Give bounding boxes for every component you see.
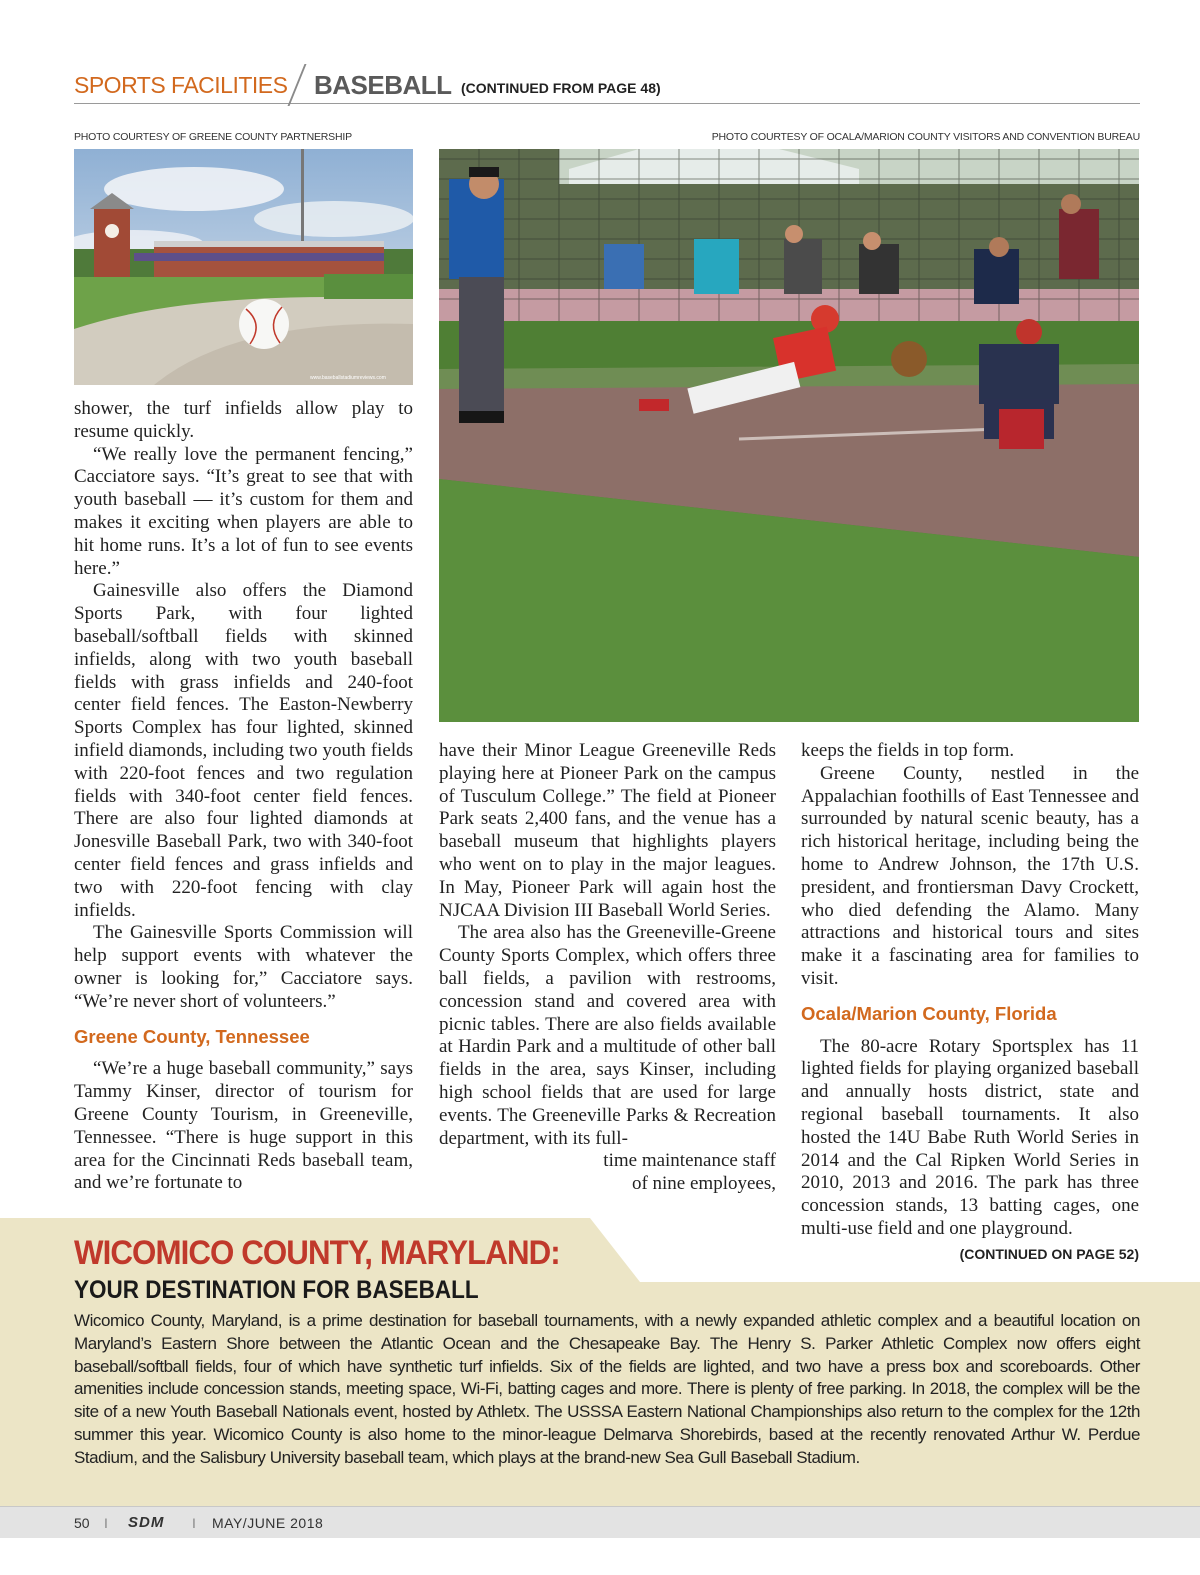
section-heading-greene-county: Greene County, Tennessee [74, 1025, 310, 1047]
continued-from-label: (CONTINUED FROM PAGE 48) [461, 80, 661, 96]
paragraph: Greene County, nestled in the Appalachian foothills of East Tennessee and surrounded by natural scenic beauty, has a rich historical heritage, including being the home to Andrew Johnson, the 17th U.S. president, and frontiersman Davy Crockett, who died defending the Alamo. Many attractions and historical tours and sites make it a fascinating area for families to visit. [801, 762, 1139, 989]
section-label: SPORTS FACILITIES [74, 72, 288, 98]
paragraph: The area also has the Greeneville-Greene County Sports Complex, which offers three ball fields, a pavilion with restrooms, concession stand and covered area with picnic tables. There are also fields available at Hardin Park and a multitude of other ball fields in the area, says Kinser, including high school fields that are used for large events. The Greeneville Parks & Recreation department, with its full- [439, 922, 776, 1149]
photo-credit-right: PHOTO COURTESY OF OCALA/MARION COUNTY VISITORS AND CONVENTION BUREAU [711, 131, 1140, 143]
paragraph: “We’re a huge baseball community,” says Tammy Kinser, director of tourism for Greene County Tourism, in Greeneville, Tennessee. “There is huge support in this area for the Cincinnati Reds baseball team, and we’re fortunate to [74, 1058, 413, 1194]
page-number: 50 [74, 1515, 90, 1531]
baseball-slide-photo [439, 149, 1139, 722]
paragraph: have their Minor League Greeneville Reds playing here at Pioneer Park on the campus of Tusculum College.” The field at Pioneer Park seats 2,400 fans, and the venue has a baseball museum that highlights players who went on to play in the major leagues. In May, Pioneer Park will again host the NJCAA Division III Baseball World Series. [439, 740, 776, 921]
topic-label: BASEBALL [314, 70, 452, 100]
paragraph-text: The 80-acre Rotary Sportsplex has 11 lighted fields for playing organized baseball and annually hosts district, state and regional baseball tournaments. It also hosted the 14U Babe Ruth World Series in 2014 and the Cal Ripken World Series in 2010, 2013 and 2016. The park has three concession stands, 13 batting cages, one multi-use field and one playground. [801, 1035, 1139, 1239]
magazine-logo: SDM [128, 1514, 165, 1531]
footer-separator: I [192, 1515, 196, 1531]
paragraph: “We really love the permanent fencing,” Cacciatore says. “It’s great to see that with youth baseball — it’s custom for them and makes it exciting when players are able to hit home runs. It’s a lot of fun to see events here.” [74, 443, 413, 579]
paragraph: time maintenance staff of nine employees, [603, 1150, 776, 1195]
header-divider [288, 64, 307, 106]
photo-credit-left: PHOTO COURTESY OF GREENE COUNTY PARTNERSHIP [74, 131, 352, 143]
continued-on-label: (CONTINUED ON PAGE 52) [959, 1245, 1139, 1262]
issue-date: MAY/JUNE 2018 [212, 1515, 324, 1531]
section-heading-ocala-marion: Ocala/Marion County, Florida [801, 1002, 1057, 1024]
sidebar-body: Wicomico County, Maryland, is a prime destination for baseball tournaments, with a newly expanded athletic complex and a beautiful location on Maryland’s Eastern Shore between the Atlantic Ocean and the Chesapeake Bay. The Henry S. Parker Athletic Complex now offers eight baseball/softball fields, four of which have synthetic turf infields. Six of the fields are lighted, and two have a press box and scoreboards. Other amenities include concession stands, meeting space, Wi-Fi, batting cages and more. There is plenty of free parking. In 2018, the complex will be the site of a new Youth Baseball Nationals event, hosted by Athletx. The USSSA Eastern National Championships also return to the complex for the 12th summer this year. Wicomico County is also home to the minor-league Delmarva Shorebirds, based at the recently renovated Arthur W. Perdue Stadium, and the Salisbury University baseball team, which plays at the brand-new Sea Gull Baseball Stadium. [74, 1311, 1140, 1467]
footer-separator: I [104, 1515, 108, 1531]
article-column-3 [801, 740, 1139, 1266]
paragraph [801, 1035, 1139, 1262]
photo-watermark: www.baseballstadiumreviews.com [310, 375, 386, 381]
paragraph: keeps the fields in top form. [801, 740, 1015, 761]
page-footer [0, 1506, 1200, 1538]
sidebar-title: WICOMICO COUNTY, MARYLAND: [74, 1234, 560, 1272]
article-column-1 [74, 398, 413, 1195]
paragraph: shower, the turf infields allow play to resume quickly. [74, 398, 413, 442]
page-header [74, 68, 1140, 104]
paragraph: The Gainesville Sports Commission will help support events with whatever the owner is looking for,” Cacciatore says. “We’re never short of volunteers.” [74, 922, 413, 1012]
sidebar-box [0, 1218, 1200, 1506]
sidebar-subtitle: YOUR DESTINATION FOR BASEBALL [74, 1276, 479, 1304]
paragraph: Gainesville also offers the Diamond Sports Park, with four lighted baseball/softball fields with skinned infields, along with two youth baseball fields with grass infields and 240-foot center field fences. The Easton-Newberry Sports Complex has four lighted, skinned infield diamonds, including two youth fields with 220-foot fences and two regulation fields with 340-foot center field fences. There are also four lighted diamonds at Jonesville Baseball Park, two with 340-foot center field fences and grass infields and two with 220-foot fencing with clay infields. [74, 580, 413, 921]
article-column-2 [439, 740, 776, 1196]
stadium-photo [74, 149, 413, 385]
